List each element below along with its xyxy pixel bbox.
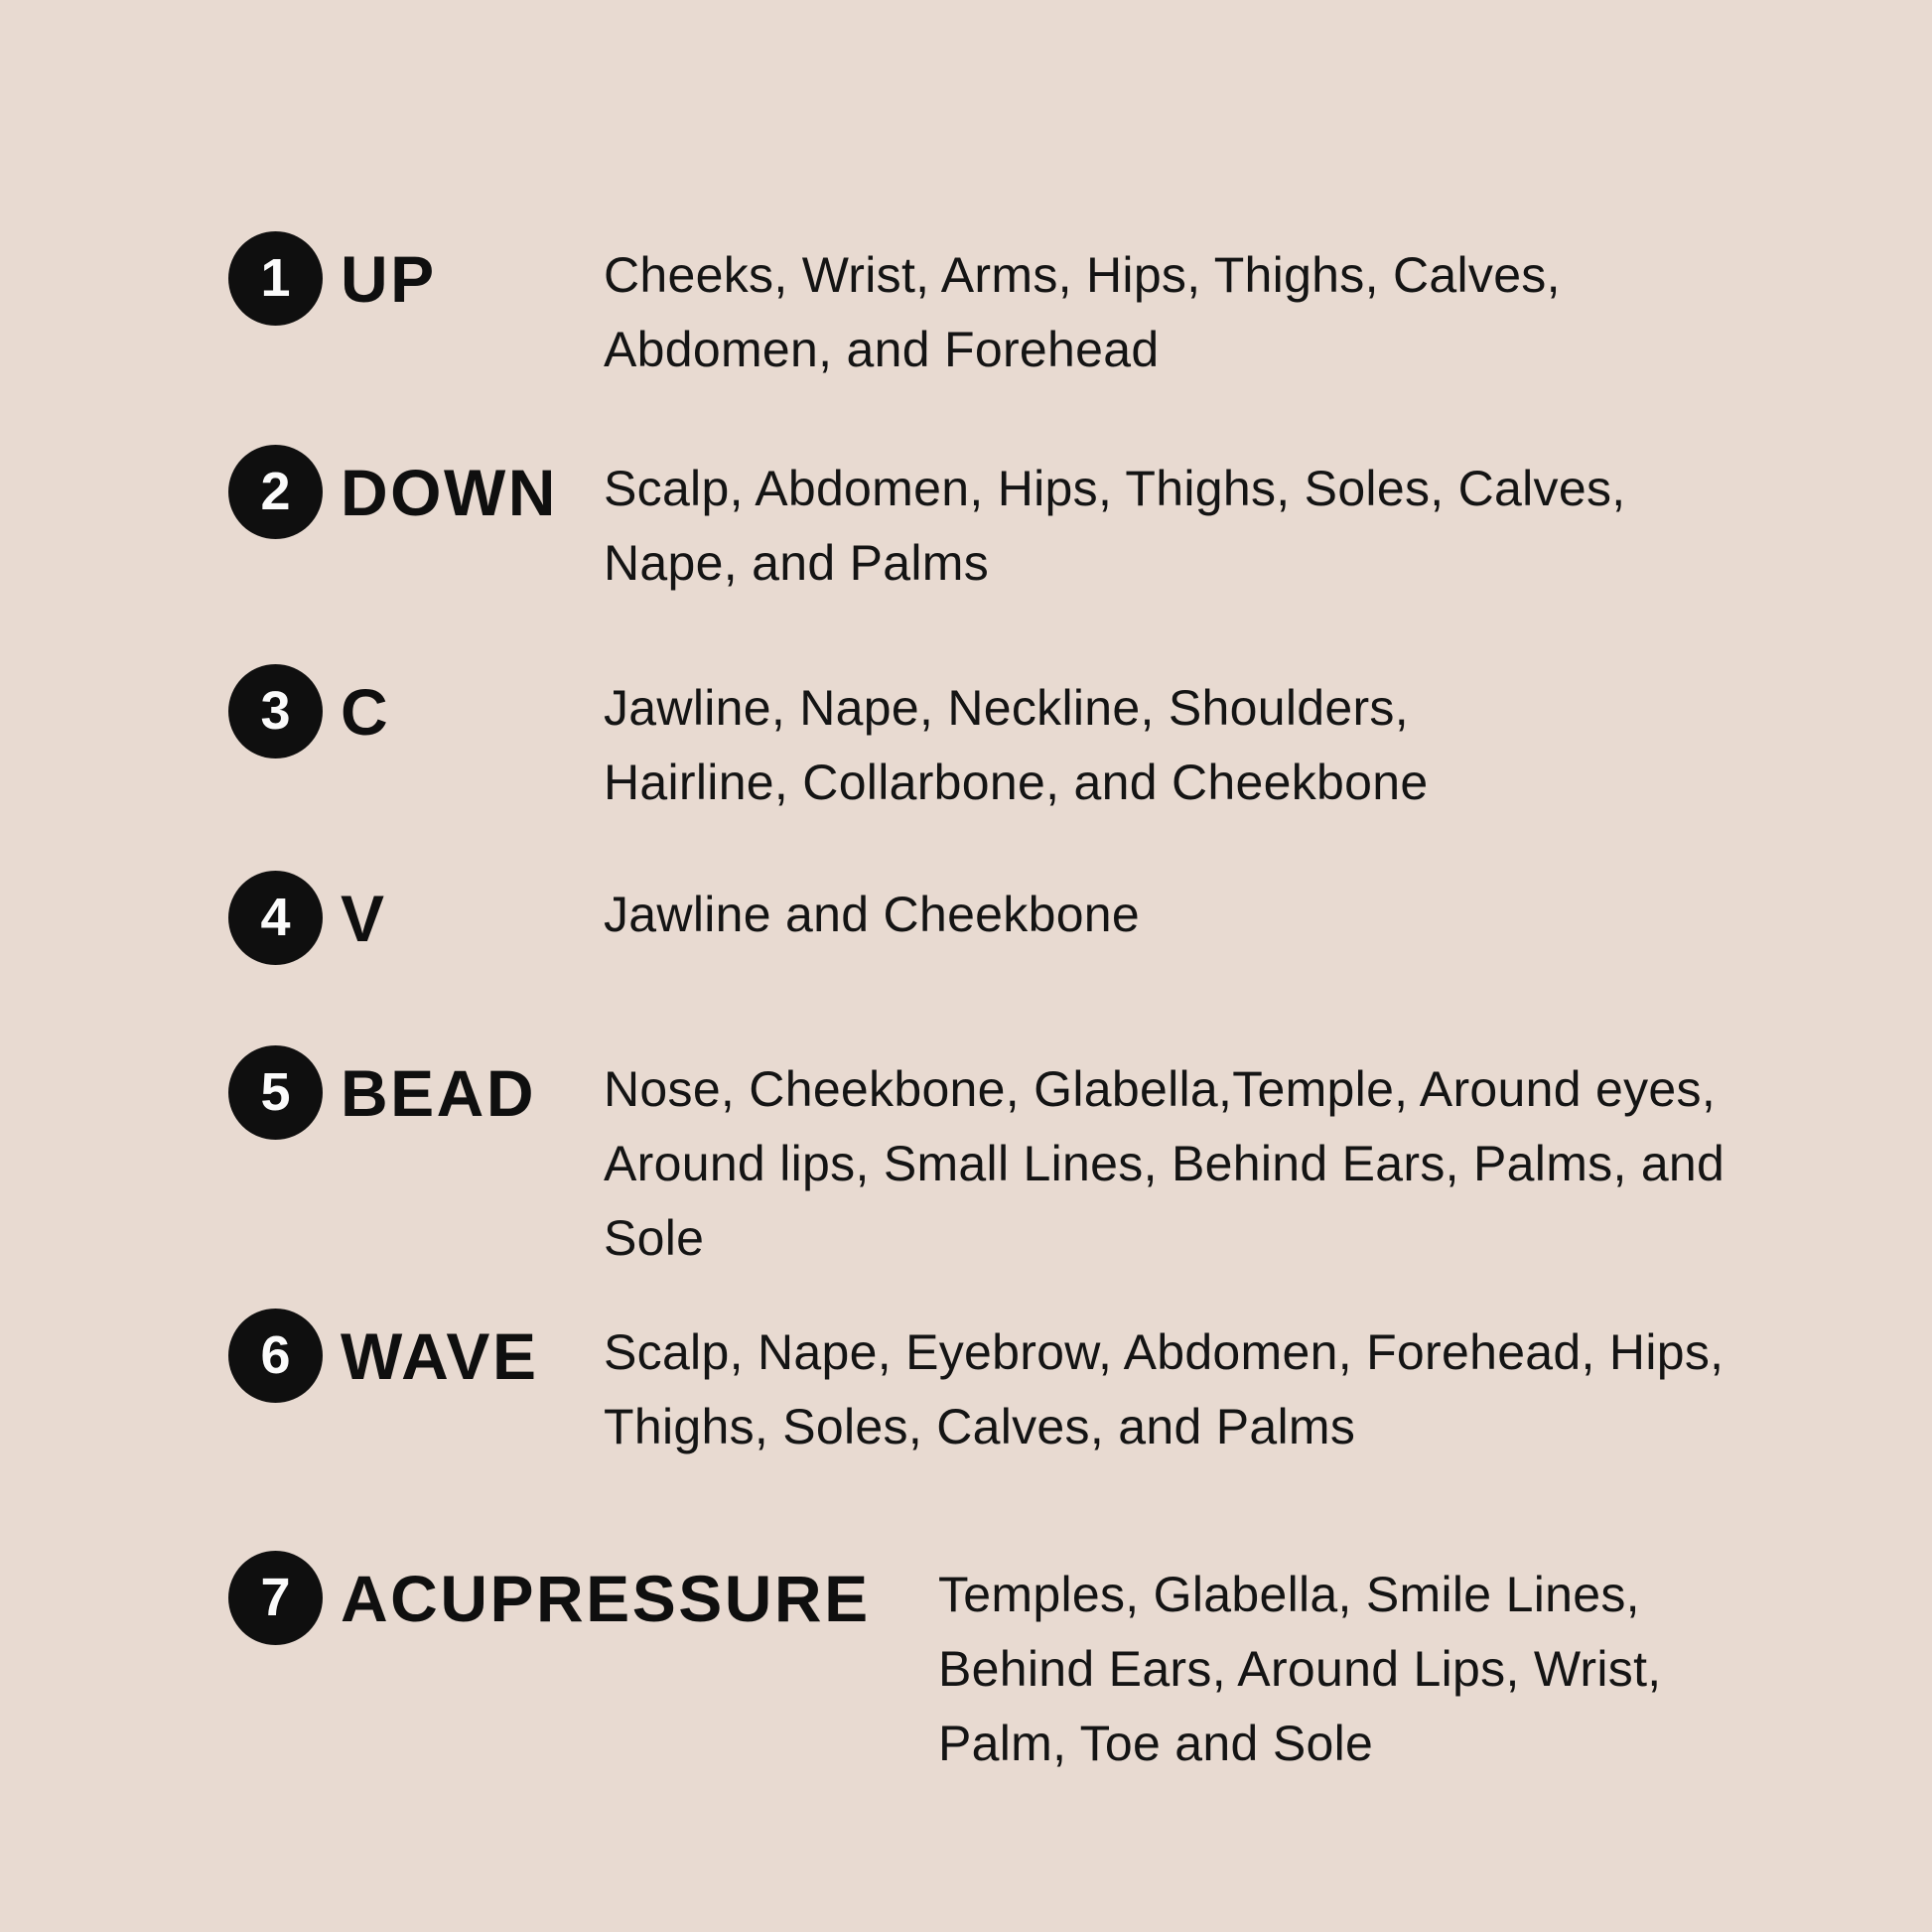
technique-areas-line: Palm, Toe and Sole	[938, 1716, 1374, 1771]
technique-areas-line: Sole	[604, 1210, 705, 1266]
step-number: 6	[260, 1324, 291, 1385]
step-number: 3	[260, 680, 291, 741]
technique-areas	[604, 452, 1625, 601]
technique-areas-line: Scalp, Abdomen, Hips, Thighs, Soles, Calves,	[604, 461, 1626, 516]
technique-areas	[604, 238, 1561, 387]
technique-areas-line: Jawline and Cheekbone	[604, 887, 1141, 942]
step-number-badge	[228, 1309, 323, 1403]
technique-row	[228, 445, 1932, 591]
technique-areas-line: Temples, Glabella, Smile Lines,	[938, 1567, 1640, 1622]
step-number-badge	[228, 1045, 323, 1140]
technique-areas	[604, 671, 1428, 820]
technique-areas	[604, 1315, 1724, 1464]
technique-areas-line: Thighs, Soles, Calves, and Palms	[604, 1399, 1356, 1454]
technique-name: DOWN	[341, 455, 558, 529]
technique-name: BEAD	[341, 1055, 537, 1130]
technique-row	[228, 664, 1932, 810]
technique-areas-line: Behind Ears, Around Lips, Wrist,	[938, 1641, 1662, 1697]
technique-areas-line: Around lips, Small Lines, Behind Ears, Palms, and	[604, 1136, 1725, 1191]
technique-areas-line: Hairline, Collarbone, and Cheekbone	[604, 755, 1429, 810]
technique-areas-line: Scalp, Nape, Eyebrow, Abdomen, Forehead, Hips,	[604, 1324, 1725, 1380]
step-number: 7	[260, 1567, 291, 1627]
technique-name: ACUPRESSURE	[341, 1561, 871, 1635]
technique-areas-line: Jawline, Nape, Neckline, Shoulders,	[604, 680, 1409, 736]
step-number-badge	[228, 445, 323, 539]
step-number: 2	[260, 461, 291, 521]
technique-row	[228, 231, 1932, 377]
step-number-badge	[228, 664, 323, 759]
technique-row	[228, 1309, 1932, 1454]
technique-name: V	[341, 881, 387, 955]
step-number: 5	[260, 1061, 291, 1122]
step-number-badge	[228, 1551, 323, 1645]
technique-name: C	[341, 674, 391, 749]
technique-areas-line: Abdomen, and Forehead	[604, 322, 1160, 377]
step-number: 4	[260, 887, 291, 947]
technique-row	[228, 1045, 1932, 1266]
technique-areas-line: Nape, and Palms	[604, 535, 990, 591]
technique-areas-line: Nose, Cheekbone, Glabella,Temple, Around eyes,	[604, 1061, 1717, 1117]
technique-row	[228, 871, 1932, 965]
technique-row	[228, 1551, 1932, 1771]
technique-name: WAVE	[341, 1318, 539, 1393]
technique-name: UP	[341, 241, 437, 316]
step-number-badge	[228, 871, 323, 965]
step-number-badge	[228, 231, 323, 326]
technique-areas	[604, 1052, 1725, 1276]
technique-areas	[938, 1558, 1661, 1781]
step-number: 1	[260, 247, 291, 308]
technique-areas-line: Cheeks, Wrist, Arms, Hips, Thighs, Calves,	[604, 247, 1561, 303]
technique-areas	[604, 878, 1140, 952]
